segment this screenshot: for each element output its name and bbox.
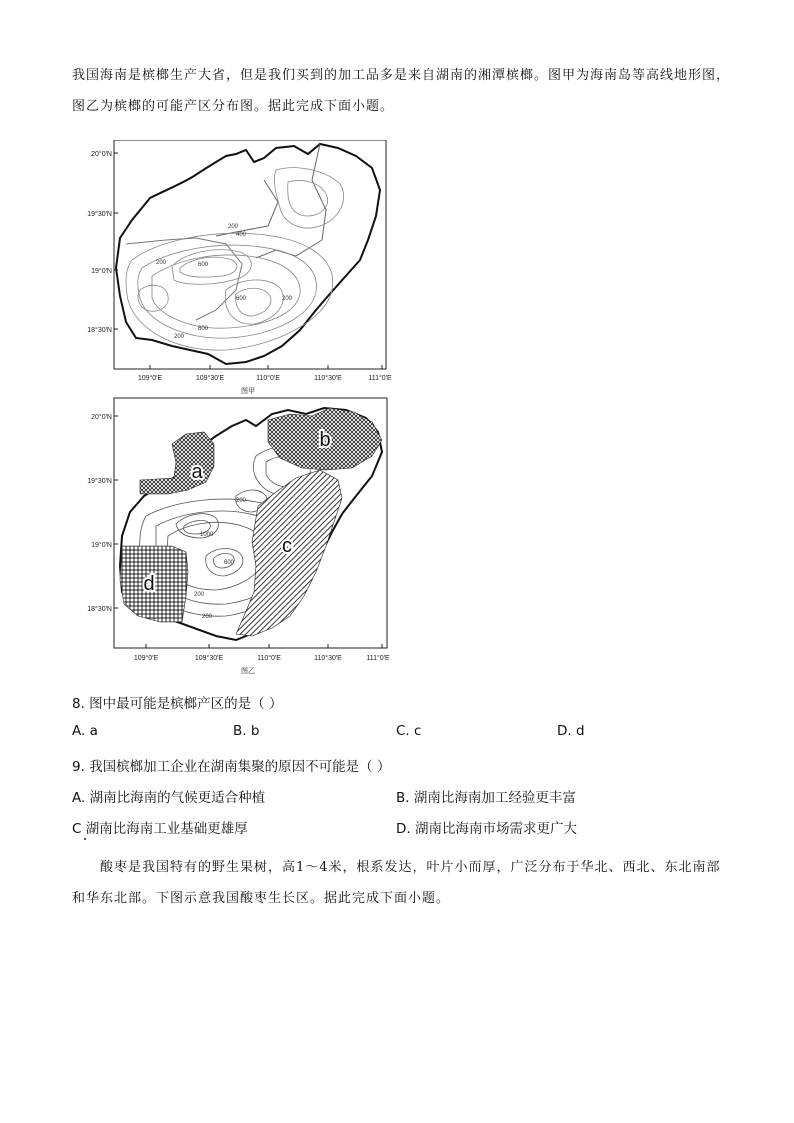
contour-label: 200 <box>156 260 167 266</box>
lat-label: 19°30′N <box>87 478 112 485</box>
lat-label: 20°0′N <box>91 151 112 158</box>
contour-label: 600 <box>236 296 247 302</box>
region-label-b: b <box>319 429 331 451</box>
region-label-c: c <box>282 535 292 557</box>
q8-option-b[interactable]: B. b <box>233 723 260 739</box>
q9-option-c[interactable]: C 湖南比海南工业基础更雄厚 <box>72 821 248 837</box>
lat-label: 19°0′N <box>91 268 112 275</box>
lat-label: 19°0′N <box>91 542 112 549</box>
question-9-stem: 9. 我国槟榔加工企业在湖南集聚的原因不可能是（ ） <box>72 759 391 775</box>
q9-option-d[interactable]: D. 湖南比海南市场需求更广大 <box>396 821 577 837</box>
contour-label: 200 <box>202 614 213 620</box>
q8-option-c[interactable]: C. c <box>396 723 422 739</box>
contour-label: 200 <box>174 334 185 340</box>
contour-label: 600 <box>198 262 209 268</box>
lon-label: 110°30′E <box>314 375 342 382</box>
lon-label: 111°0′E <box>366 655 390 662</box>
lat-label: 18°30′N <box>87 606 112 613</box>
contour-label: 400 <box>236 232 247 238</box>
contour-label: 200 <box>194 592 205 598</box>
lon-label: 109°30′E <box>195 375 225 382</box>
lon-label: 110°0′E <box>257 655 281 662</box>
contour-label: 600 <box>224 560 235 566</box>
q9-option-a[interactable]: A. 湖南比海南的气候更适合种植 <box>72 790 266 806</box>
q8-option-d[interactable]: D. d <box>557 723 585 739</box>
passage-paragraph: 酸枣是我国特有的野生果树，高1～4米，根系发达，叶片小而厚，广泛分布于华北、西北、东北南部和华东北部。下图示意我国酸枣生长区。据此完成下面小题。 <box>72 860 721 906</box>
question-8-stem: 8. 图中最可能是槟榔产区的是（ ） <box>72 696 283 712</box>
map-caption: 图乙 <box>241 667 255 675</box>
map-caption: 图甲 <box>241 387 255 395</box>
lon-label: 109°0′E <box>137 375 163 382</box>
contour-label: 1000 <box>200 532 214 538</box>
lon-label: 109°30′E <box>194 655 224 662</box>
contour-label: 200 <box>228 224 239 230</box>
region-label-a: a <box>191 461 203 483</box>
lon-label: 110°30′E <box>314 655 342 662</box>
intro-paragraph: 我国海南是槟榔生产大省，但是我们买到的加工品多是来自湖南的湘潭槟榔。图甲为海南岛等高线地形图，图乙为槟榔的可能产区分布图。据此完成下面小题。 <box>72 68 731 114</box>
lon-label: 109°0′E <box>133 655 159 662</box>
lon-label: 110°0′E <box>256 375 280 382</box>
contour-label: 200 <box>236 498 247 504</box>
region-label-d: d <box>143 573 155 595</box>
contour-map-a <box>76 140 396 400</box>
stray-mark <box>84 838 86 840</box>
lat-label: 19°30′N <box>87 211 112 218</box>
contour-label: 200 <box>282 296 293 302</box>
lon-label: 111°0′E <box>368 375 392 382</box>
contour-label: 600 <box>198 326 209 332</box>
q8-option-a[interactable]: A. a <box>72 723 98 739</box>
q9-option-b[interactable]: B. 湖南比海南加工经验更丰富 <box>396 790 576 806</box>
lat-label: 18°30′N <box>87 327 112 334</box>
lat-label: 20°0′N <box>91 414 112 421</box>
production-area-map-b <box>76 396 396 686</box>
